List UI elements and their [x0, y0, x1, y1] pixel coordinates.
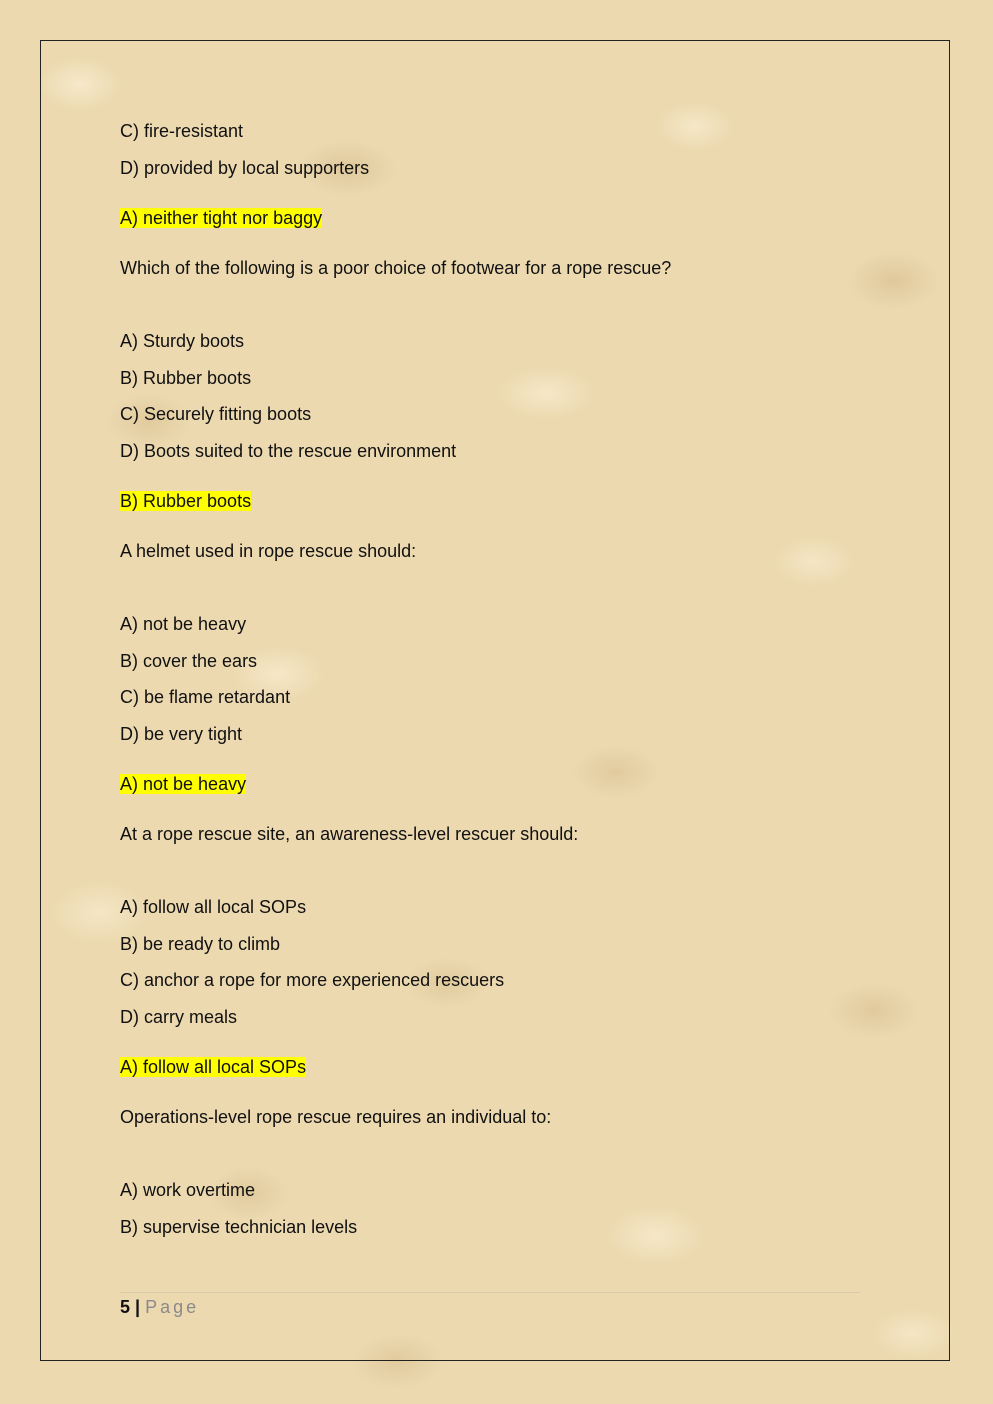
page-footer [120, 1295, 199, 1319]
answer-line [120, 772, 246, 796]
question-line: Operations-level rope rescue requires an individual to: [120, 1107, 552, 1127]
answer-highlight: A) not be heavy [120, 774, 247, 794]
question-line: Which of the following is a poor choice of footwear for a rope rescue? [120, 258, 672, 278]
option-line: C) Securely fitting boots [120, 404, 312, 424]
option-line: B) Rubber boots [120, 368, 252, 388]
option-line: D) carry meals [120, 1007, 238, 1027]
answer-line [120, 206, 322, 230]
option-line: B) cover the ears [120, 651, 258, 671]
answer-highlight: A) neither tight nor baggy [120, 208, 323, 228]
option-line: D) be very tight [120, 724, 243, 744]
option-line: C) anchor a rope for more experienced rescuers [120, 970, 505, 990]
answer-highlight: A) follow all local SOPs [120, 1057, 307, 1077]
option-line: A) work overtime [120, 1180, 256, 1200]
answer-line [120, 489, 251, 513]
option-line: D) Boots suited to the rescue environment [120, 441, 457, 461]
option-line: B) be ready to climb [120, 934, 281, 954]
question-line: A helmet used in rope rescue should: [120, 541, 417, 561]
footer-separator: | [135, 1297, 141, 1317]
answer-highlight: B) Rubber boots [120, 491, 252, 511]
option-line: A) follow all local SOPs [120, 897, 307, 917]
option-line: A) not be heavy [120, 614, 247, 634]
option-line: C) be flame retardant [120, 687, 291, 707]
question-line: At a rope rescue site, an awareness-level rescuer should: [120, 824, 579, 844]
page-number: 5 [120, 1297, 131, 1317]
option-line: D) provided by local supporters [120, 158, 370, 178]
answer-line [120, 1055, 306, 1079]
option-line: C) fire-resistant [120, 121, 244, 141]
option-line: A) Sturdy boots [120, 331, 245, 351]
footer-divider [120, 1292, 860, 1293]
page-label: Page [145, 1297, 200, 1317]
option-line: B) supervise technician levels [120, 1217, 358, 1237]
